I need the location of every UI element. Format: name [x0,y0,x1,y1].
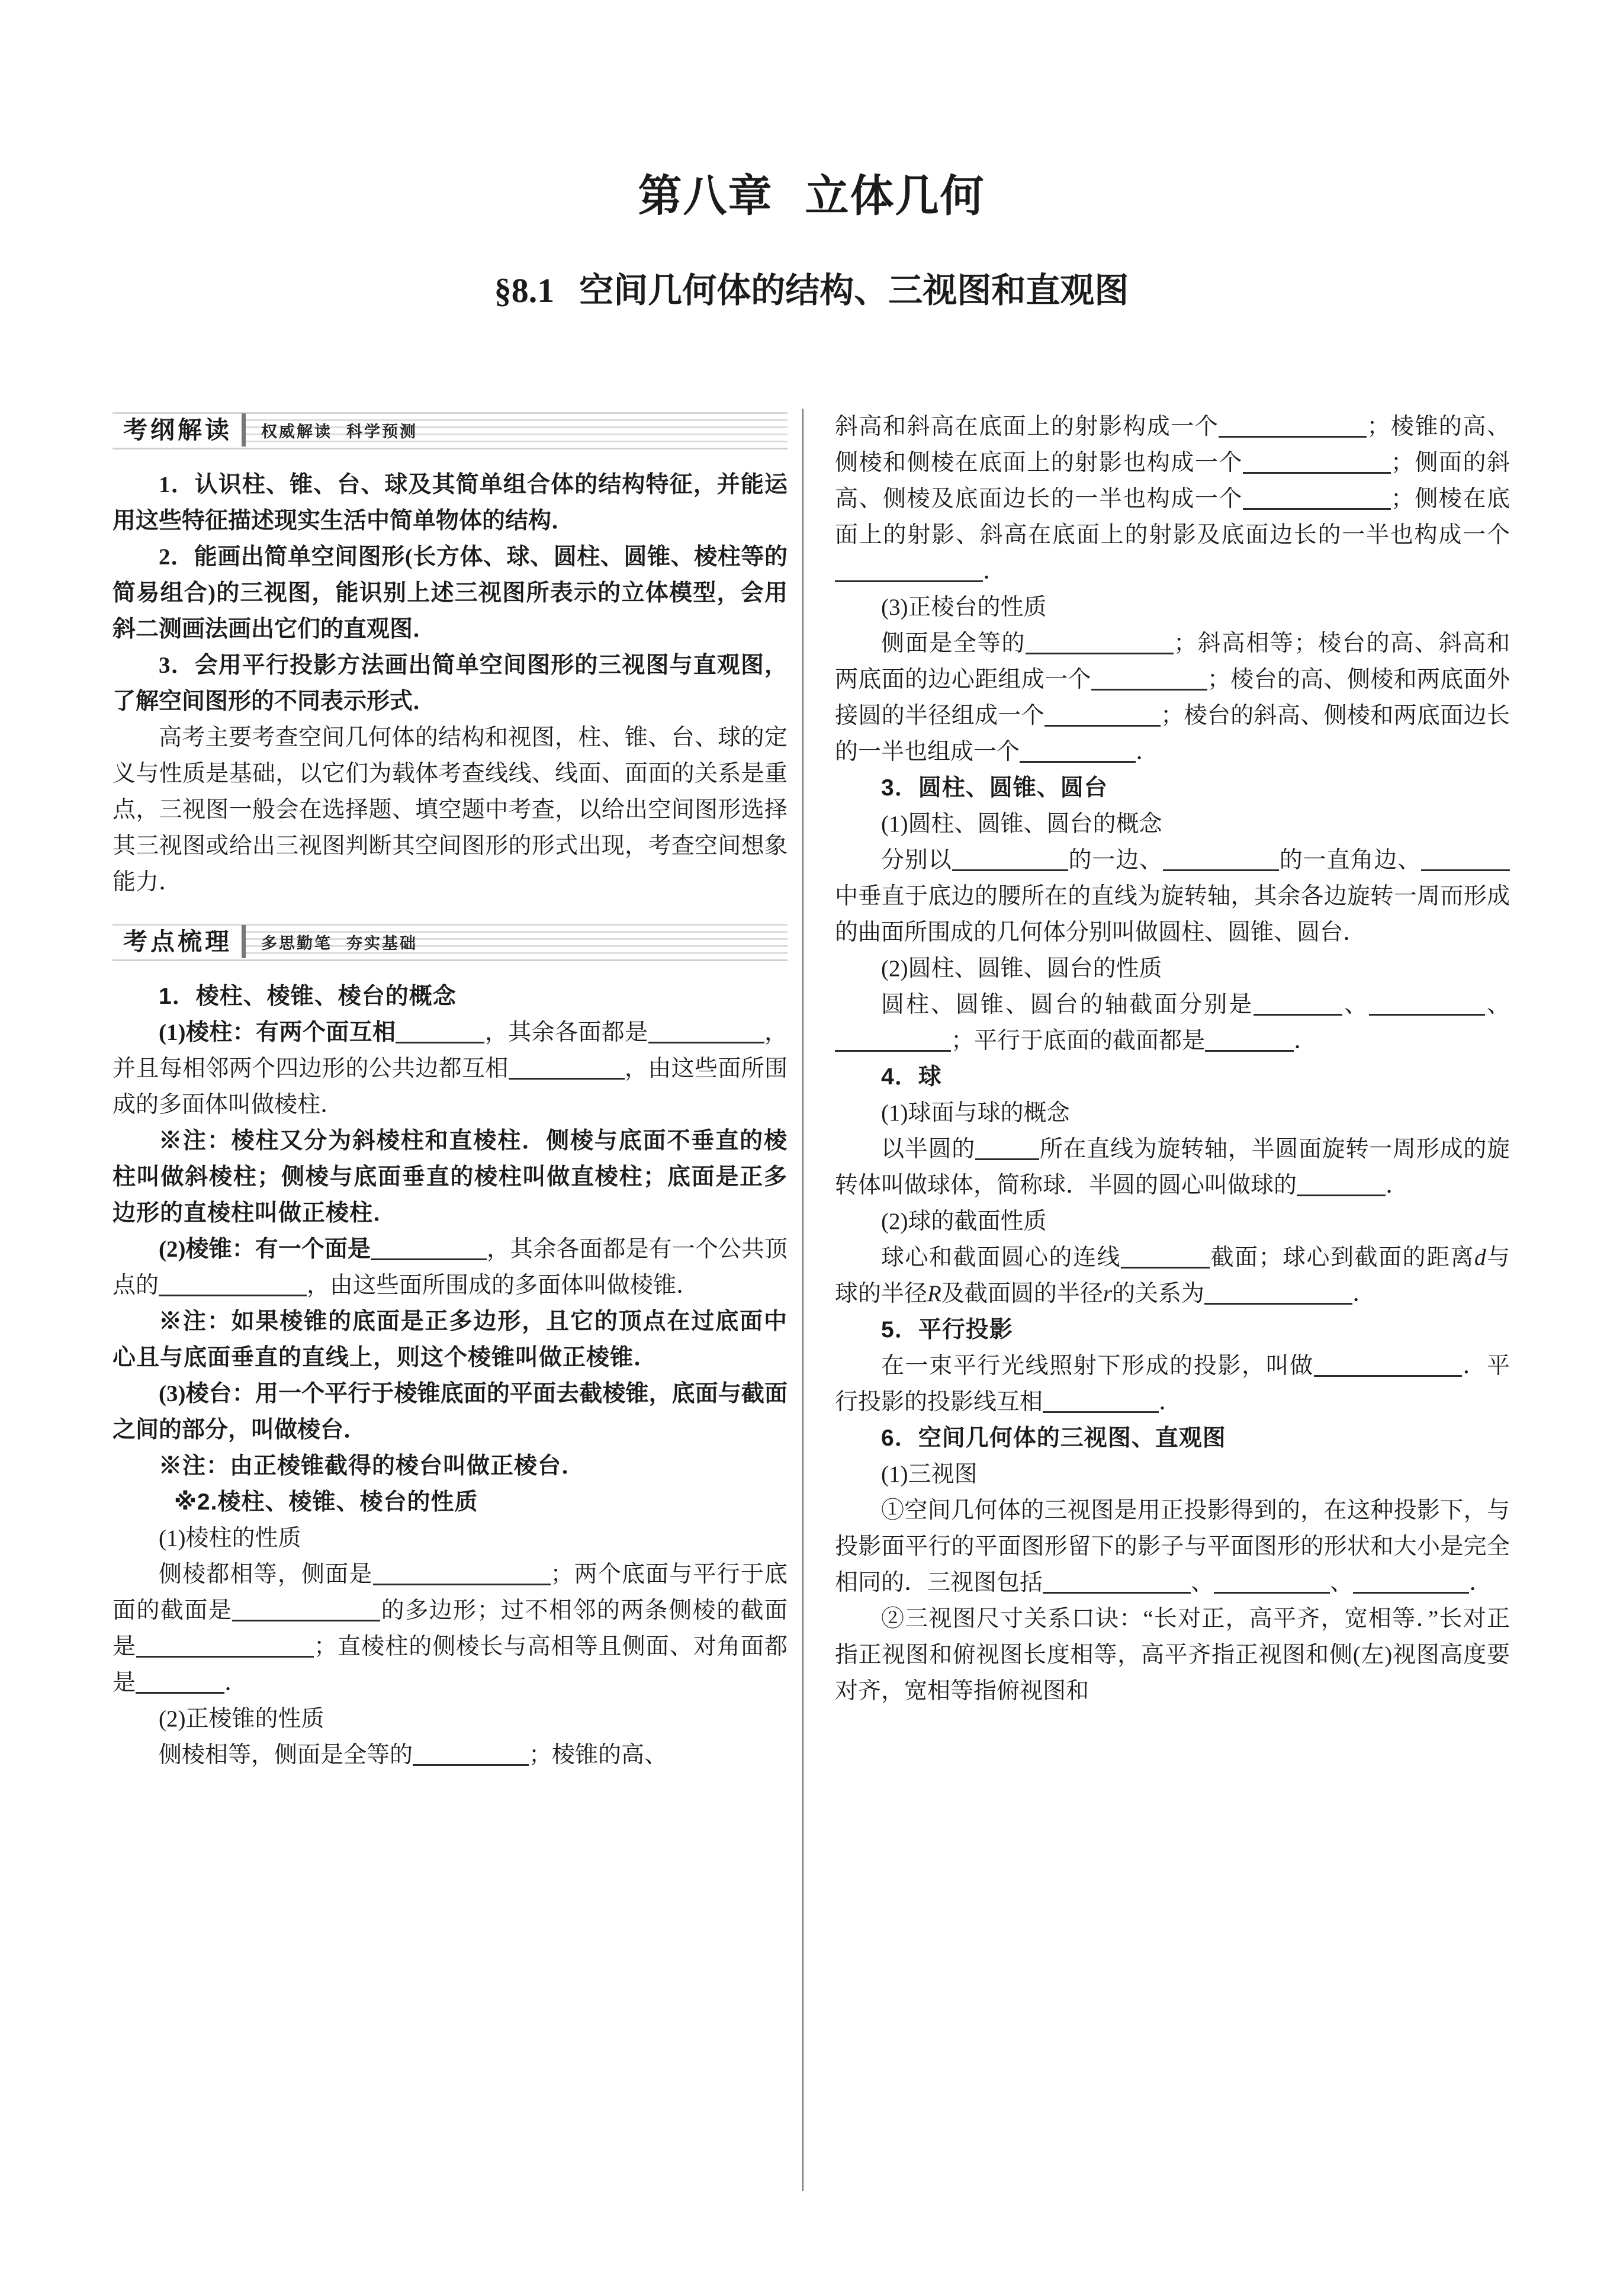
kp1-item1-a: (1)棱柱：有两个面互相 [159,1020,396,1045]
section-title [0,272,1623,310]
kp2-2-b: ；棱锥的高、 [529,1742,668,1768]
banner-key-points [113,920,788,963]
kp6-1-b: 、 [1191,1570,1214,1595]
kp4-1-body [835,1131,1510,1203]
kp1-item3 [113,1376,788,1448]
rc-continuation [835,409,1510,589]
kp2-1-d: ；直棱柱的侧棱长与高相等且侧面、对角面都是 [113,1634,788,1695]
kp1-item3-text: (3)棱台：用一个平行于棱锥底面的平面去截棱锥，底面与截面之间的部分，叫做棱台． [113,1381,788,1443]
banner-exam-outline [113,409,788,451]
kp2-1-a: 侧棱都相等，侧面是 [159,1562,373,1587]
rc-cont-a: 斜高和斜高在底面上的射影构成一个 [835,414,1219,439]
kp3-1-heading: (1)圆柱、圆锥、圆台的概念 [881,811,1162,837]
blank-field [1369,996,1485,1016]
variable-R: R [927,1281,941,1306]
kp2-2-heading: (2)正棱锥的性质 [159,1706,324,1732]
blank-field [1254,996,1342,1016]
kp5-c: ． [1159,1389,1182,1415]
section-name: 空间几何体的结构、三视图和直观图 [579,271,1129,310]
kp1-note-1: ※注：棱柱又分为斜棱柱和直棱柱．侧棱与底面不垂直的棱柱叫做斜棱柱；侧棱与底面垂直的棱柱叫做直棱柱；底面是正多边形的直棱柱叫做正棱柱． [113,1128,788,1226]
kp3-1-a: 分别以 [881,847,952,873]
blank-field [1163,852,1279,871]
blank-field [1214,1574,1330,1594]
kp1-item1-b: ，其余各面都是 [484,1020,648,1045]
chapter-title [0,172,1623,220]
left-column [113,409,804,2256]
banner-key-points-title: 考点梳理 [113,927,242,956]
kp2-heading: ※2.棱柱、棱锥、棱台的性质 [174,1489,478,1515]
chapter-title-name: 立体几何 [805,171,985,220]
kp2-1-c: 的多边形；过不相邻的两条侧棱的截面是 [113,1598,788,1659]
kp3-2-d: ；平行于底面的截面都是 [951,1028,1206,1054]
blank-field [1219,418,1367,438]
kp2-3-c: ；棱台的高、侧棱和两底面外接圆的半径组成一个 [835,667,1510,728]
kp2-2-a: 侧棱相等，侧面是全等的 [159,1742,413,1768]
blank-field [1043,1393,1159,1413]
blank-field [413,1746,529,1766]
kp2-1-b: ；两个底面与平行于底面的截面是 [113,1562,788,1623]
blank-field [1043,1574,1191,1594]
banner-sub-a: 权威解读 [261,422,332,441]
outline-summary: 高考主要考查空间几何体的结构和视图，柱、锥、台、球的定义与性质是基础，以它们为载体考查线线、线面、面面的关系是重点，三视图一般会在选择题、填空题中考查，以给出空间图形选择其三视图或给出三视图判断其空间图形的形式出现，考查空间想象能力． [113,725,788,895]
kp3-1-c: 的一直角边、 [1278,847,1421,873]
kp2-1-heading: (1)棱柱的性质 [159,1526,301,1551]
blank-field [396,1024,484,1043]
kp2-3-e: ． [1136,739,1159,765]
kp3-1-d: 中垂直于底边的腰所在的直线为旋转轴，其余各边旋转一周而形成的曲面所围成的几何体分别叫做圆柱、圆锥、圆台． [835,884,1510,945]
blank-field [1026,635,1174,654]
blank-field [232,1602,380,1621]
blank-field [952,852,1068,871]
kp4-2-b: 截面；球心到截面的距离 [1209,1245,1474,1270]
kp5-body [835,1348,1510,1420]
kp5-a: 在一束平行光线照射下形成的投影，叫做 [881,1353,1314,1379]
kp4-1-a: 以半圆的 [881,1136,975,1162]
kp3-1-body [835,842,1510,950]
kp3-2-b: 、 [1342,992,1370,1017]
rc-cont-c: ；侧面的斜高、侧棱及底面边长的一半也构成一个 [835,450,1510,512]
blank-field [1121,1249,1210,1269]
kp1-item2-b: ，其余各面都是有一个公共顶点的 [113,1237,788,1298]
blank-field [136,1674,224,1694]
kp6-1-c: 、 [1330,1570,1354,1595]
kp6-1-heading: (1)三视图 [881,1462,978,1487]
kp2-3-d: ；棱台的斜高、侧棱和两底面边长的一半也组成一个 [835,703,1510,765]
kp6-1-d: ． [1469,1570,1493,1595]
blank-field [1205,1032,1294,1052]
kp3-1-b: 的一边、 [1068,847,1163,873]
kp6-1-a: ①空间几何体的三视图是用正投影得到的，在这种投影下，与投影面平行的平面图形留下的影子与平面图形的形状和大小是完全相同的．三视图包括 [835,1498,1510,1595]
outline-item-3: 3．会用平行投影方法画出简单空间图形的三视图与直观图，了解空间图形的不同表示形式． [113,653,788,714]
kp6-1-body [835,1492,1510,1601]
blank-field [1243,490,1391,510]
blank-field [373,1566,551,1585]
kp1-heading: 1．棱柱、棱锥、棱台的概念 [159,984,457,1009]
banner-key-points-subtitle [261,930,417,953]
kp2-3-heading: (3)正棱台的性质 [881,595,1047,620]
kp1-note-2: ※注：如果棱锥的底面是正多边形，且它的顶点在过底面中心且与底面垂直的直线上，则这个棱锥叫做正棱锥． [113,1309,788,1370]
banner-exam-outline-subtitle [261,419,417,442]
kp4-2-heading: (2)球的截面性质 [881,1209,1047,1234]
kp4-1-c: ． [1386,1173,1409,1198]
blank-field [1204,1285,1352,1305]
blank-field [1091,671,1207,691]
kp2-2-body [113,1737,788,1773]
kp2-3-a: 侧面是全等的 [881,631,1026,656]
rc-cont-b: ；棱锥的高、侧棱和侧棱在底面上的射影也构成一个 [835,414,1510,476]
kp5-b: ．平行投影的投影线互相 [835,1353,1510,1415]
kp3-2-heading: (2)圆柱、圆锥、圆台的性质 [881,956,1162,981]
kp2-1-body [113,1556,788,1701]
kp4-2-a: 球心和截面圆心的连线 [881,1245,1121,1270]
kp4-1-b: 所在直线为旋转轴，半圆面旋转一周形成的旋转体叫做球体，简称球．半圆的圆心叫做球的 [835,1136,1510,1198]
kp2-1-e: ． [224,1670,248,1695]
banner-sub-b: 科学预测 [346,422,417,441]
blank-field [1353,1574,1469,1594]
body-columns [113,409,1516,2256]
kp3-2-e: ． [1294,1028,1317,1054]
kp1-item2 [113,1231,788,1303]
blank-field [835,563,983,582]
blank-field [1044,707,1161,727]
banner-separator-bar-2 [242,925,246,958]
variable-d: d [1474,1245,1486,1270]
blank-field [975,1141,1039,1160]
chapter-title-prefix: 第八章 [638,171,773,220]
blank-field [1421,852,1510,871]
banner-exam-outline-title: 考纲解读 [113,416,242,444]
kp6-heading: 6．空间几何体的三视图、直观图 [881,1425,1226,1451]
kp4-2-body [835,1239,1510,1312]
blank-field [159,1277,307,1296]
banner-separator-bar [242,413,246,447]
kp6-2-body: ②三视图尺寸关系口诀：“长对正，高平齐，宽相等．”长对正指正视图和俯视图长度相等，高平齐指正视图和侧(左)视图高度要对齐，宽相等指俯视图和 [835,1606,1510,1704]
kp4-heading: 4．球 [881,1064,942,1090]
kp1-item1-c: ，并且每相邻两个四边形的公共边都互相 [113,1020,788,1081]
kp4-2-c: 与球的半径 [835,1245,1510,1306]
kp1-item1 [113,1014,788,1123]
kp3-heading: 3．圆柱、圆锥、圆台 [881,775,1108,801]
blank-field [371,1241,487,1260]
kp2-3-b: ；斜高相等；棱台的高、斜高和两底面的边心距组成一个 [835,631,1510,692]
blank-field [509,1060,625,1080]
right-column [804,409,1510,2256]
kp4-2-d: 及截面圆的半径 [941,1281,1103,1306]
rc-cont-e: ． [983,558,1007,584]
blank-field [835,1032,951,1052]
variable-r: r [1103,1281,1113,1306]
kp4-1-heading: (1)球面与球的概念 [881,1100,1070,1126]
outline-item-1: 1．认识柱、锥、台、球及其简单组合体的结构特征，并能运用这些特征描述现实生活中简单物体的结构． [113,472,788,534]
kp1-note-3: ※注：由正棱锥截得的棱台叫做正棱台． [159,1453,586,1479]
banner-sub-a-2: 多思勤笔 [261,934,332,952]
kp3-2-body [835,987,1510,1059]
kp2-3-body [835,625,1510,770]
kp4-2-f: ． [1352,1281,1376,1306]
kp3-2-c: 、 [1485,992,1510,1017]
blank-field [1020,743,1136,763]
blank-field [1314,1357,1462,1377]
blank-field [1243,454,1391,474]
kp4-2-e: 的关系为 [1112,1281,1205,1306]
blank-field [136,1638,314,1658]
kp1-item2-c: ，由这些面所围成的多面体叫做棱锥． [307,1273,700,1298]
banner-sub-b-2: 夯实基础 [346,934,417,952]
kp1-item1-d: ，由这些面所围成的多面体叫做棱柱． [113,1056,788,1118]
section-number: §8.1 [494,271,555,310]
kp1-item2-a: (2)棱锥：有一个面是 [159,1237,371,1262]
rc-cont-d: ；侧棱在底面上的射影、斜高在底面上的射影及底面边长的一半也构成一个 [835,486,1510,548]
blank-field [648,1024,764,1043]
kp3-2-a: 圆柱、圆锥、圆台的轴截面分别是 [881,992,1254,1017]
kp5-heading: 5．平行投影 [881,1317,1013,1343]
outline-item-2: 2．能画出简单空间图形(长方体、球、圆柱、圆锥、棱柱等的简易组合)的三视图，能识别上述三视图所表示的立体模型，会用斜二测画法画出它们的直观图． [113,544,788,642]
blank-field [1297,1177,1386,1196]
